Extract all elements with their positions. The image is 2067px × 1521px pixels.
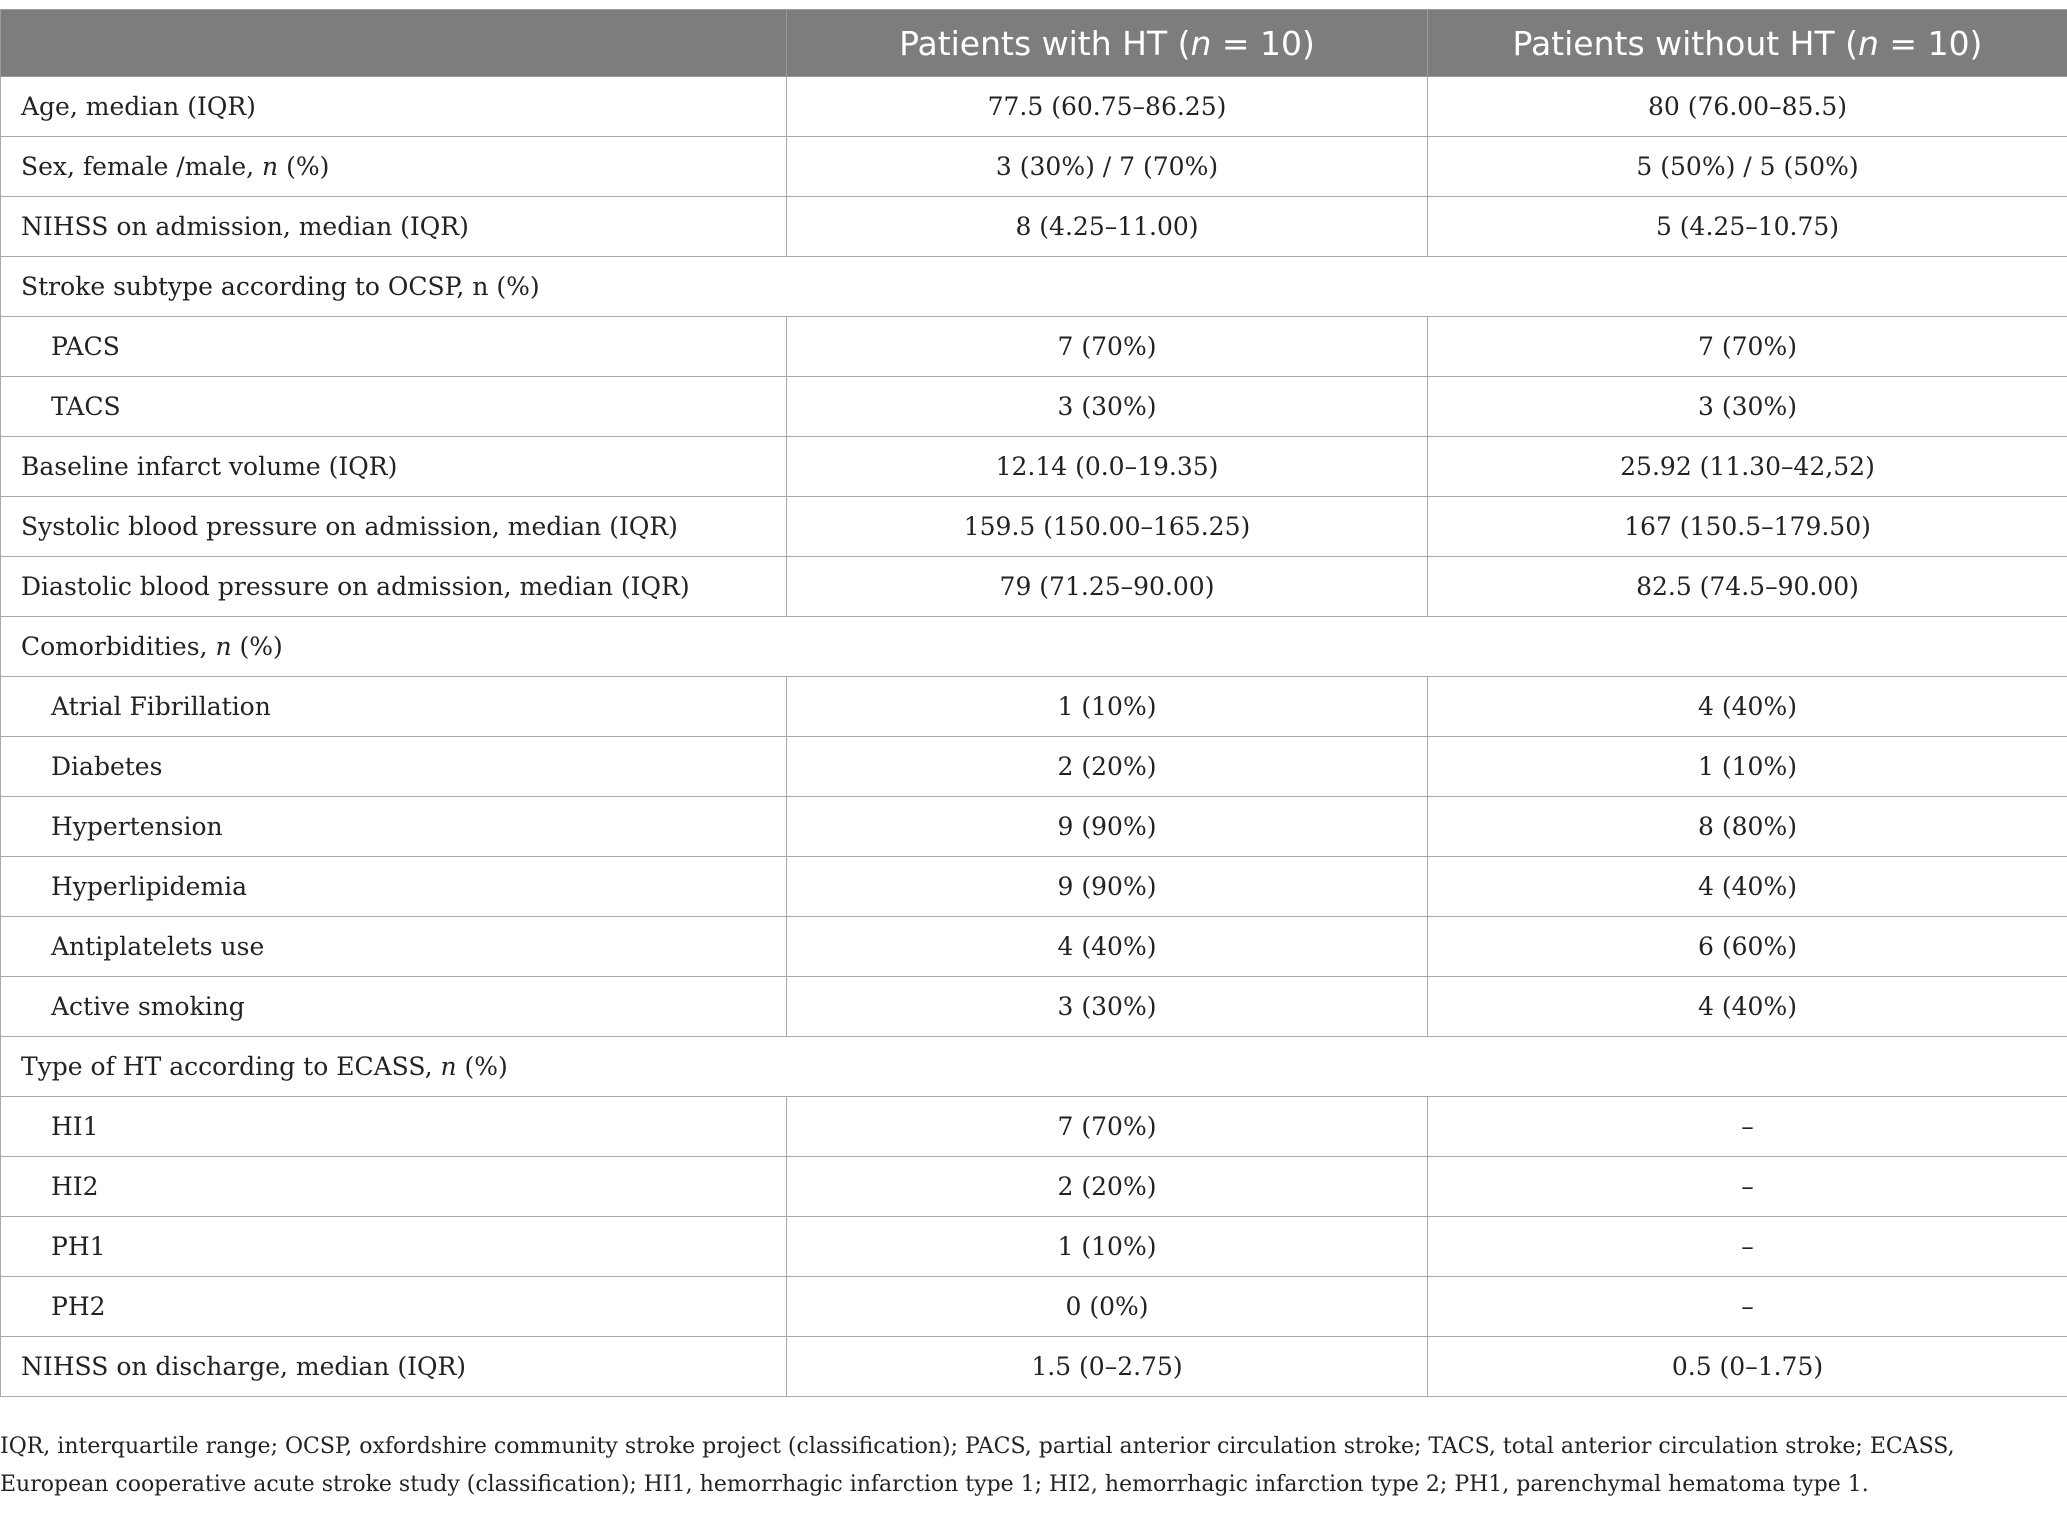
cell-noht: –: [1428, 1097, 2067, 1157]
table-container: [0, 9, 2067, 1397]
table-row: [1, 197, 2067, 257]
cell-noht: 3 (30%): [1428, 377, 2067, 437]
row-label-age: Age, median (IQR): [1, 77, 787, 137]
table-row: [1, 1097, 2067, 1157]
cell-ht: 9 (90%): [787, 797, 1428, 857]
table-row: [1, 317, 2067, 377]
cell-noht: 1 (10%): [1428, 737, 2067, 797]
row-label-antiplatelets: Antiplatelets use: [1, 917, 787, 977]
row-label-infarct-volume: Baseline infarct volume (IQR): [1, 437, 787, 497]
cell-noht: 4 (40%): [1428, 857, 2067, 917]
row-label-diastolic-bp: Diastolic blood pressure on admission, median (IQR): [1, 557, 787, 617]
table-row: [1, 977, 2067, 1037]
row-label-tacs: TACS: [1, 377, 787, 437]
cell-noht: 4 (40%): [1428, 977, 2067, 1037]
table-row: [1, 437, 2067, 497]
cell-noht: 167 (150.5–179.50): [1428, 497, 2067, 557]
cell-ht: 9 (90%): [787, 857, 1428, 917]
cell-noht: 5 (50%) / 5 (50%): [1428, 137, 2067, 197]
header-patients-without-ht: Patients without HT (n = 10): [1428, 10, 2067, 77]
table-footnote: IQR, interquartile range; OCSP, oxfordshire community stroke project (classification); PACS, partial anterior circulation stroke; TACS, total anterior circulation stroke; ECASS, European cooperative acute stroke study (classification); HI1, hemorrhagic infarction type 1; HI2, hemorrhagic infarction type 2; PH1, parenchymal hematoma type 1.: [0, 1434, 1955, 1497]
cell-noht: –: [1428, 1217, 2067, 1277]
table-row: [1, 857, 2067, 917]
cell-ht: 159.5 (150.00–165.25): [787, 497, 1428, 557]
table-row: [1, 377, 2067, 437]
cell-ht: 8 (4.25–11.00): [787, 197, 1428, 257]
section-row: [1, 617, 2067, 677]
cell-noht: 4 (40%): [1428, 677, 2067, 737]
cell-noht: 0.5 (0–1.75): [1428, 1337, 2067, 1397]
header-row: [1, 10, 2067, 77]
row-label-ph1: PH1: [1, 1217, 787, 1277]
table-row: [1, 917, 2067, 977]
cell-ht: 1.5 (0–2.75): [787, 1337, 1428, 1397]
cell-ht: 2 (20%): [787, 737, 1428, 797]
cell-noht: –: [1428, 1277, 2067, 1337]
table-row: [1, 797, 2067, 857]
table-row: [1, 1217, 2067, 1277]
table-row: [1, 677, 2067, 737]
cell-ht: 77.5 (60.75–86.25): [787, 77, 1428, 137]
section-label-ht-type: Type of HT according to ECASS, n (%): [1, 1037, 2067, 1097]
header-patients-with-ht: Patients with HT (n = 10): [787, 10, 1428, 77]
table-row: [1, 77, 2067, 137]
cell-ht: 2 (20%): [787, 1157, 1428, 1217]
cell-ht: 4 (40%): [787, 917, 1428, 977]
section-label-comorbidities: Comorbidities, n (%): [1, 617, 2067, 677]
cell-ht: 7 (70%): [787, 317, 1428, 377]
section-row: [1, 257, 2067, 317]
row-label-sex: Sex, female /male, n (%): [1, 137, 787, 197]
row-label-active-smoking: Active smoking: [1, 977, 787, 1037]
cell-ht: 1 (10%): [787, 677, 1428, 737]
cell-noht: 82.5 (74.5–90.00): [1428, 557, 2067, 617]
cell-noht: 80 (76.00–85.5): [1428, 77, 2067, 137]
table-row: [1, 137, 2067, 197]
row-label-nihss-admission: NIHSS on admission, median (IQR): [1, 197, 787, 257]
cell-ht: 1 (10%): [787, 1217, 1428, 1277]
cell-ht: 12.14 (0.0–19.35): [787, 437, 1428, 497]
patient-characteristics-table: [0, 9, 2067, 1397]
cell-ht: 3 (30%): [787, 377, 1428, 437]
row-label-atrial-fibrillation: Atrial Fibrillation: [1, 677, 787, 737]
table-row: [1, 497, 2067, 557]
cell-ht: 3 (30%) / 7 (70%): [787, 137, 1428, 197]
row-label-hyperlipidemia: Hyperlipidemia: [1, 857, 787, 917]
cell-noht: 6 (60%): [1428, 917, 2067, 977]
row-label-hi1: HI1: [1, 1097, 787, 1157]
cell-noht: 8 (80%): [1428, 797, 2067, 857]
row-label-ph2: PH2: [1, 1277, 787, 1337]
cell-ht: 0 (0%): [787, 1277, 1428, 1337]
cell-noht: 5 (4.25–10.75): [1428, 197, 2067, 257]
cell-noht: 25.92 (11.30–42,52): [1428, 437, 2067, 497]
table-row: [1, 557, 2067, 617]
table-row: [1, 1337, 2067, 1397]
table-row: [1, 1157, 2067, 1217]
row-label-hypertension: Hypertension: [1, 797, 787, 857]
row-label-systolic-bp: Systolic blood pressure on admission, median (IQR): [1, 497, 787, 557]
cell-noht: –: [1428, 1157, 2067, 1217]
header-empty-cell: [1, 10, 787, 77]
section-row: [1, 1037, 2067, 1097]
cell-ht: 3 (30%): [787, 977, 1428, 1037]
row-label-nihss-discharge: NIHSS on discharge, median (IQR): [1, 1337, 787, 1397]
table-row: [1, 737, 2067, 797]
cell-ht: 79 (71.25–90.00): [787, 557, 1428, 617]
table-row: [1, 1277, 2067, 1337]
cell-noht: 7 (70%): [1428, 317, 2067, 377]
cell-ht: 7 (70%): [787, 1097, 1428, 1157]
section-label-stroke-subtype: Stroke subtype according to OCSP, n (%): [1, 257, 2067, 317]
row-label-pacs: PACS: [1, 317, 787, 377]
row-label-hi2: HI2: [1, 1157, 787, 1217]
row-label-diabetes: Diabetes: [1, 737, 787, 797]
